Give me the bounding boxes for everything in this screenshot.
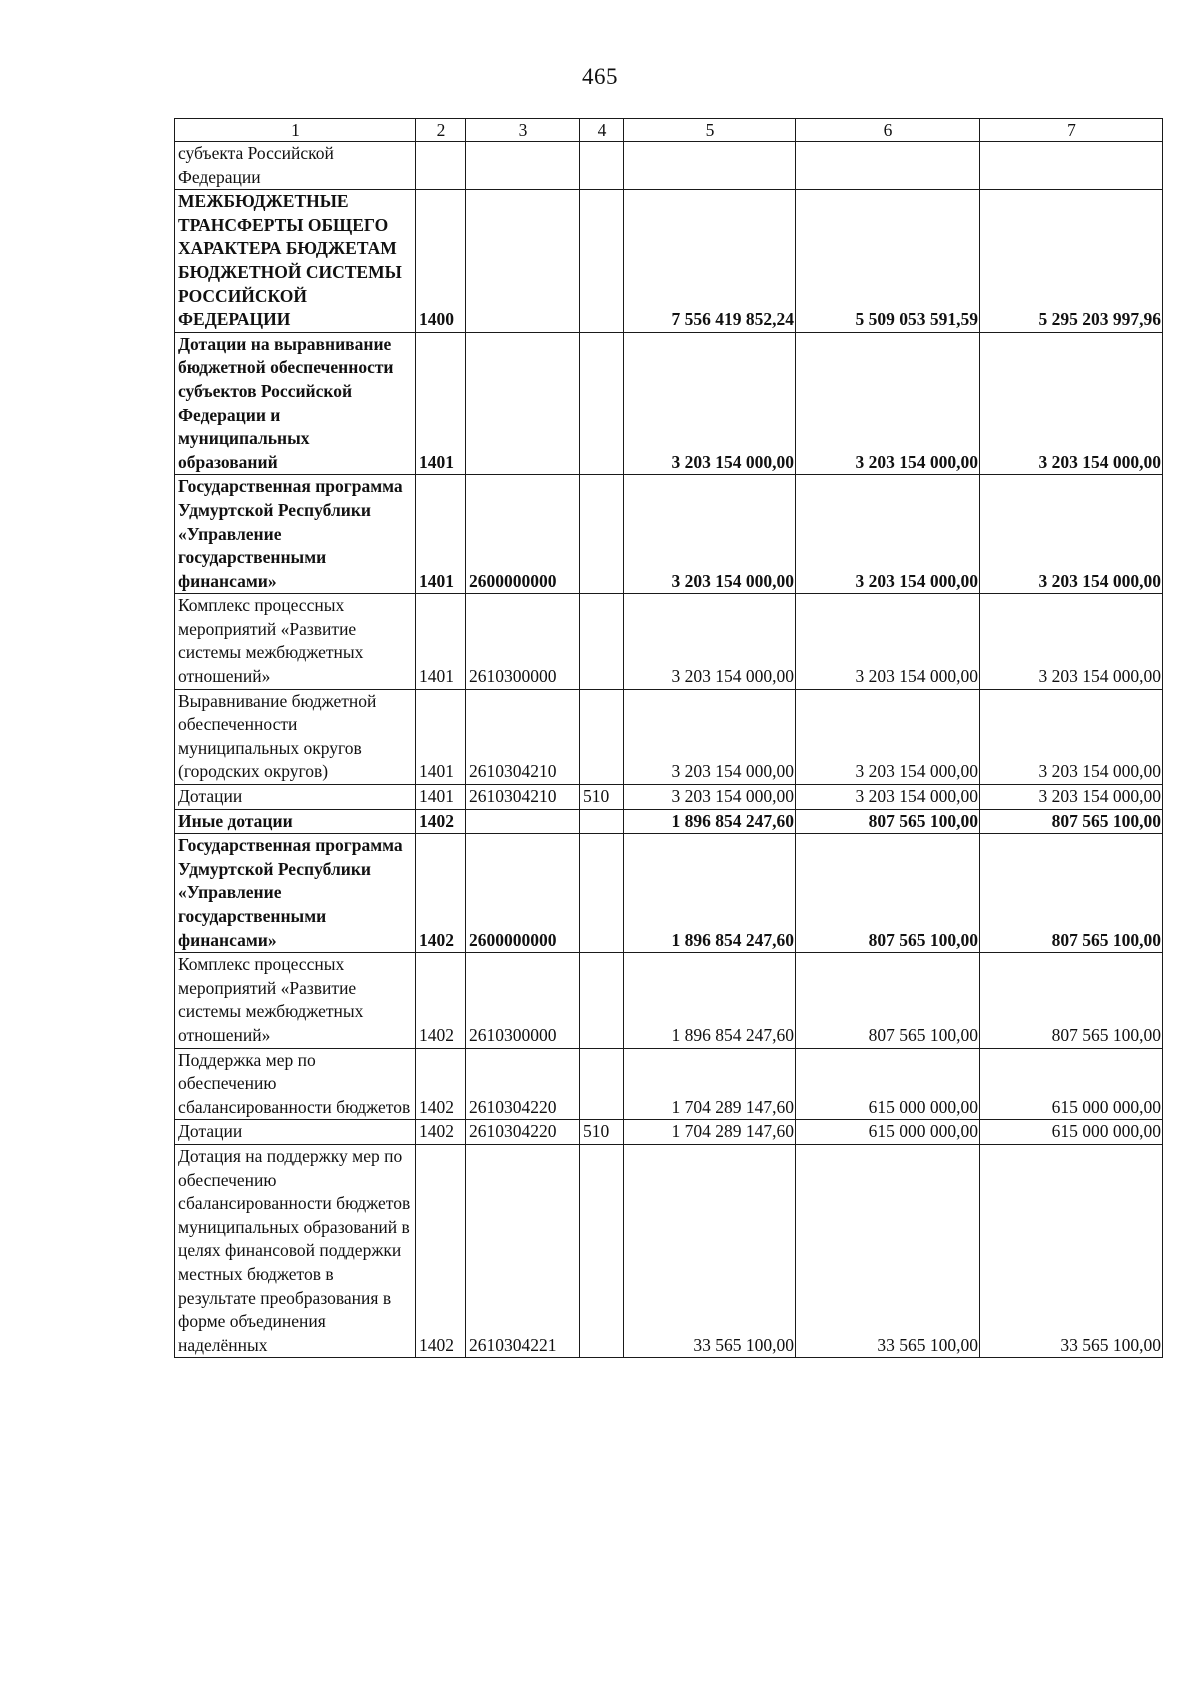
expense-type-code bbox=[580, 1048, 624, 1120]
expense-type-code bbox=[580, 332, 624, 475]
amount-col5: 7 556 419 852,24 bbox=[624, 190, 796, 333]
expense-type-code: 510 bbox=[580, 785, 624, 810]
column-header: 2 bbox=[416, 119, 466, 142]
amount-col7: 807 565 100,00 bbox=[980, 834, 1163, 953]
row-name: МЕЖБЮДЖЕТНЫЕ ТРАНСФЕРТЫ ОБЩЕГО ХАРАКТЕРА БЮДЖЕТАМ БЮДЖЕТНОЙ СИСТЕМЫ РОССИЙСКОЙ ФЕДЕРАЦИИ bbox=[175, 190, 416, 333]
table-row bbox=[175, 689, 1163, 784]
table-row bbox=[175, 1048, 1163, 1120]
row-name: Иные дотации bbox=[175, 809, 416, 834]
expense-type-code bbox=[580, 809, 624, 834]
amount-col5: 3 203 154 000,00 bbox=[624, 689, 796, 784]
column-header: 4 bbox=[580, 119, 624, 142]
amount-col6: 807 565 100,00 bbox=[796, 834, 980, 953]
table-row bbox=[175, 953, 1163, 1048]
table-row bbox=[175, 1120, 1163, 1145]
column-header: 7 bbox=[980, 119, 1163, 142]
expense-type-code bbox=[580, 689, 624, 784]
amount-col5: 3 203 154 000,00 bbox=[624, 332, 796, 475]
target-article-code: 2610304220 bbox=[466, 1120, 580, 1145]
amount-col7: 33 565 100,00 bbox=[980, 1144, 1163, 1357]
budget-table bbox=[174, 118, 1163, 1358]
table-row bbox=[175, 594, 1163, 689]
amount-col6 bbox=[796, 142, 980, 190]
amount-col6: 5 509 053 591,59 bbox=[796, 190, 980, 333]
table-row bbox=[175, 1144, 1163, 1357]
table-row bbox=[175, 190, 1163, 333]
expense-type-code: 510 bbox=[580, 1120, 624, 1145]
table-row bbox=[175, 142, 1163, 190]
amount-col6: 807 565 100,00 bbox=[796, 953, 980, 1048]
column-header: 5 bbox=[624, 119, 796, 142]
target-article-code bbox=[466, 142, 580, 190]
amount-col7: 615 000 000,00 bbox=[980, 1048, 1163, 1120]
section-code: 1401 bbox=[416, 475, 466, 594]
target-article-code bbox=[466, 190, 580, 333]
amount-col5: 3 203 154 000,00 bbox=[624, 785, 796, 810]
row-name: Дотация на поддержку мер по обеспечению сбалансированности бюджетов муниципальных образований в целях финансовой поддержки местных бюджетов в результате преобразования в форме объединения наделённых bbox=[175, 1144, 416, 1357]
amount-col6: 615 000 000,00 bbox=[796, 1048, 980, 1120]
target-article-code bbox=[466, 809, 580, 834]
amount-col7: 3 203 154 000,00 bbox=[980, 475, 1163, 594]
page-number: 465 bbox=[582, 64, 618, 89]
column-header: 6 bbox=[796, 119, 980, 142]
expense-type-code bbox=[580, 1144, 624, 1357]
amount-col6: 3 203 154 000,00 bbox=[796, 785, 980, 810]
section-code: 1402 bbox=[416, 953, 466, 1048]
target-article-code: 2610304210 bbox=[466, 689, 580, 784]
table-row bbox=[175, 809, 1163, 834]
target-article-code: 2610300000 bbox=[466, 953, 580, 1048]
table-row bbox=[175, 785, 1163, 810]
row-name: Дотации на выравнивание бюджетной обеспеченности субъектов Российской Федерации и муниципальных образований bbox=[175, 332, 416, 475]
expense-type-code bbox=[580, 834, 624, 953]
amount-col5: 1 704 289 147,60 bbox=[624, 1048, 796, 1120]
amount-col6: 3 203 154 000,00 bbox=[796, 475, 980, 594]
row-name: Комплекс процессных мероприятий «Развитие системы межбюджетных отношений» bbox=[175, 594, 416, 689]
amount-col6: 3 203 154 000,00 bbox=[796, 332, 980, 475]
amount-col5: 1 896 854 247,60 bbox=[624, 809, 796, 834]
row-name: Выравнивание бюджетной обеспеченности муниципальных округов (городских округов) bbox=[175, 689, 416, 784]
amount-col5: 33 565 100,00 bbox=[624, 1144, 796, 1357]
row-name: Комплекс процессных мероприятий «Развитие системы межбюджетных отношений» bbox=[175, 953, 416, 1048]
amount-col6: 3 203 154 000,00 bbox=[796, 689, 980, 784]
table-row bbox=[175, 834, 1163, 953]
section-code: 1402 bbox=[416, 834, 466, 953]
amount-col6: 807 565 100,00 bbox=[796, 809, 980, 834]
section-code: 1401 bbox=[416, 689, 466, 784]
column-header: 1 bbox=[175, 119, 416, 142]
column-header: 3 bbox=[466, 119, 580, 142]
amount-col5: 1 896 854 247,60 bbox=[624, 953, 796, 1048]
amount-col5: 1 704 289 147,60 bbox=[624, 1120, 796, 1145]
row-name: Государственная программа Удмуртской Республики «Управление государственными финансами» bbox=[175, 475, 416, 594]
section-code: 1402 bbox=[416, 1048, 466, 1120]
table-row bbox=[175, 475, 1163, 594]
table-body bbox=[175, 142, 1163, 1358]
target-article-code: 2610304221 bbox=[466, 1144, 580, 1357]
target-article-code: 2600000000 bbox=[466, 834, 580, 953]
amount-col7: 3 203 154 000,00 bbox=[980, 689, 1163, 784]
amount-col5: 3 203 154 000,00 bbox=[624, 594, 796, 689]
amount-col6: 615 000 000,00 bbox=[796, 1120, 980, 1145]
row-name: Поддержка мер по обеспечению сбалансированности бюджетов bbox=[175, 1048, 416, 1120]
section-code bbox=[416, 142, 466, 190]
amount-col5 bbox=[624, 142, 796, 190]
amount-col7 bbox=[980, 142, 1163, 190]
amount-col5: 3 203 154 000,00 bbox=[624, 475, 796, 594]
amount-col5: 1 896 854 247,60 bbox=[624, 834, 796, 953]
target-article-code: 2610304210 bbox=[466, 785, 580, 810]
amount-col7: 5 295 203 997,96 bbox=[980, 190, 1163, 333]
section-code: 1402 bbox=[416, 1120, 466, 1145]
target-article-code: 2610300000 bbox=[466, 594, 580, 689]
amount-col6: 33 565 100,00 bbox=[796, 1144, 980, 1357]
row-name: Дотации bbox=[175, 785, 416, 810]
amount-col7: 615 000 000,00 bbox=[980, 1120, 1163, 1145]
expense-type-code bbox=[580, 953, 624, 1048]
section-code: 1402 bbox=[416, 809, 466, 834]
section-code: 1401 bbox=[416, 785, 466, 810]
expense-type-code bbox=[580, 142, 624, 190]
amount-col7: 3 203 154 000,00 bbox=[980, 785, 1163, 810]
section-code: 1402 bbox=[416, 1144, 466, 1357]
row-name: субъекта Российской Федерации bbox=[175, 142, 416, 190]
column-number-row bbox=[175, 119, 1163, 142]
amount-col7: 3 203 154 000,00 bbox=[980, 594, 1163, 689]
section-code: 1401 bbox=[416, 594, 466, 689]
amount-col7: 3 203 154 000,00 bbox=[980, 332, 1163, 475]
expense-type-code bbox=[580, 190, 624, 333]
expense-type-code bbox=[580, 594, 624, 689]
table-row bbox=[175, 332, 1163, 475]
expense-type-code bbox=[580, 475, 624, 594]
row-name: Государственная программа Удмуртской Республики «Управление государственными финансами» bbox=[175, 834, 416, 953]
amount-col7: 807 565 100,00 bbox=[980, 953, 1163, 1048]
target-article-code: 2610304220 bbox=[466, 1048, 580, 1120]
amount-col6: 3 203 154 000,00 bbox=[796, 594, 980, 689]
section-code: 1400 bbox=[416, 190, 466, 333]
target-article-code bbox=[466, 332, 580, 475]
target-article-code: 2600000000 bbox=[466, 475, 580, 594]
amount-col7: 807 565 100,00 bbox=[980, 809, 1163, 834]
row-name: Дотации bbox=[175, 1120, 416, 1145]
section-code: 1401 bbox=[416, 332, 466, 475]
